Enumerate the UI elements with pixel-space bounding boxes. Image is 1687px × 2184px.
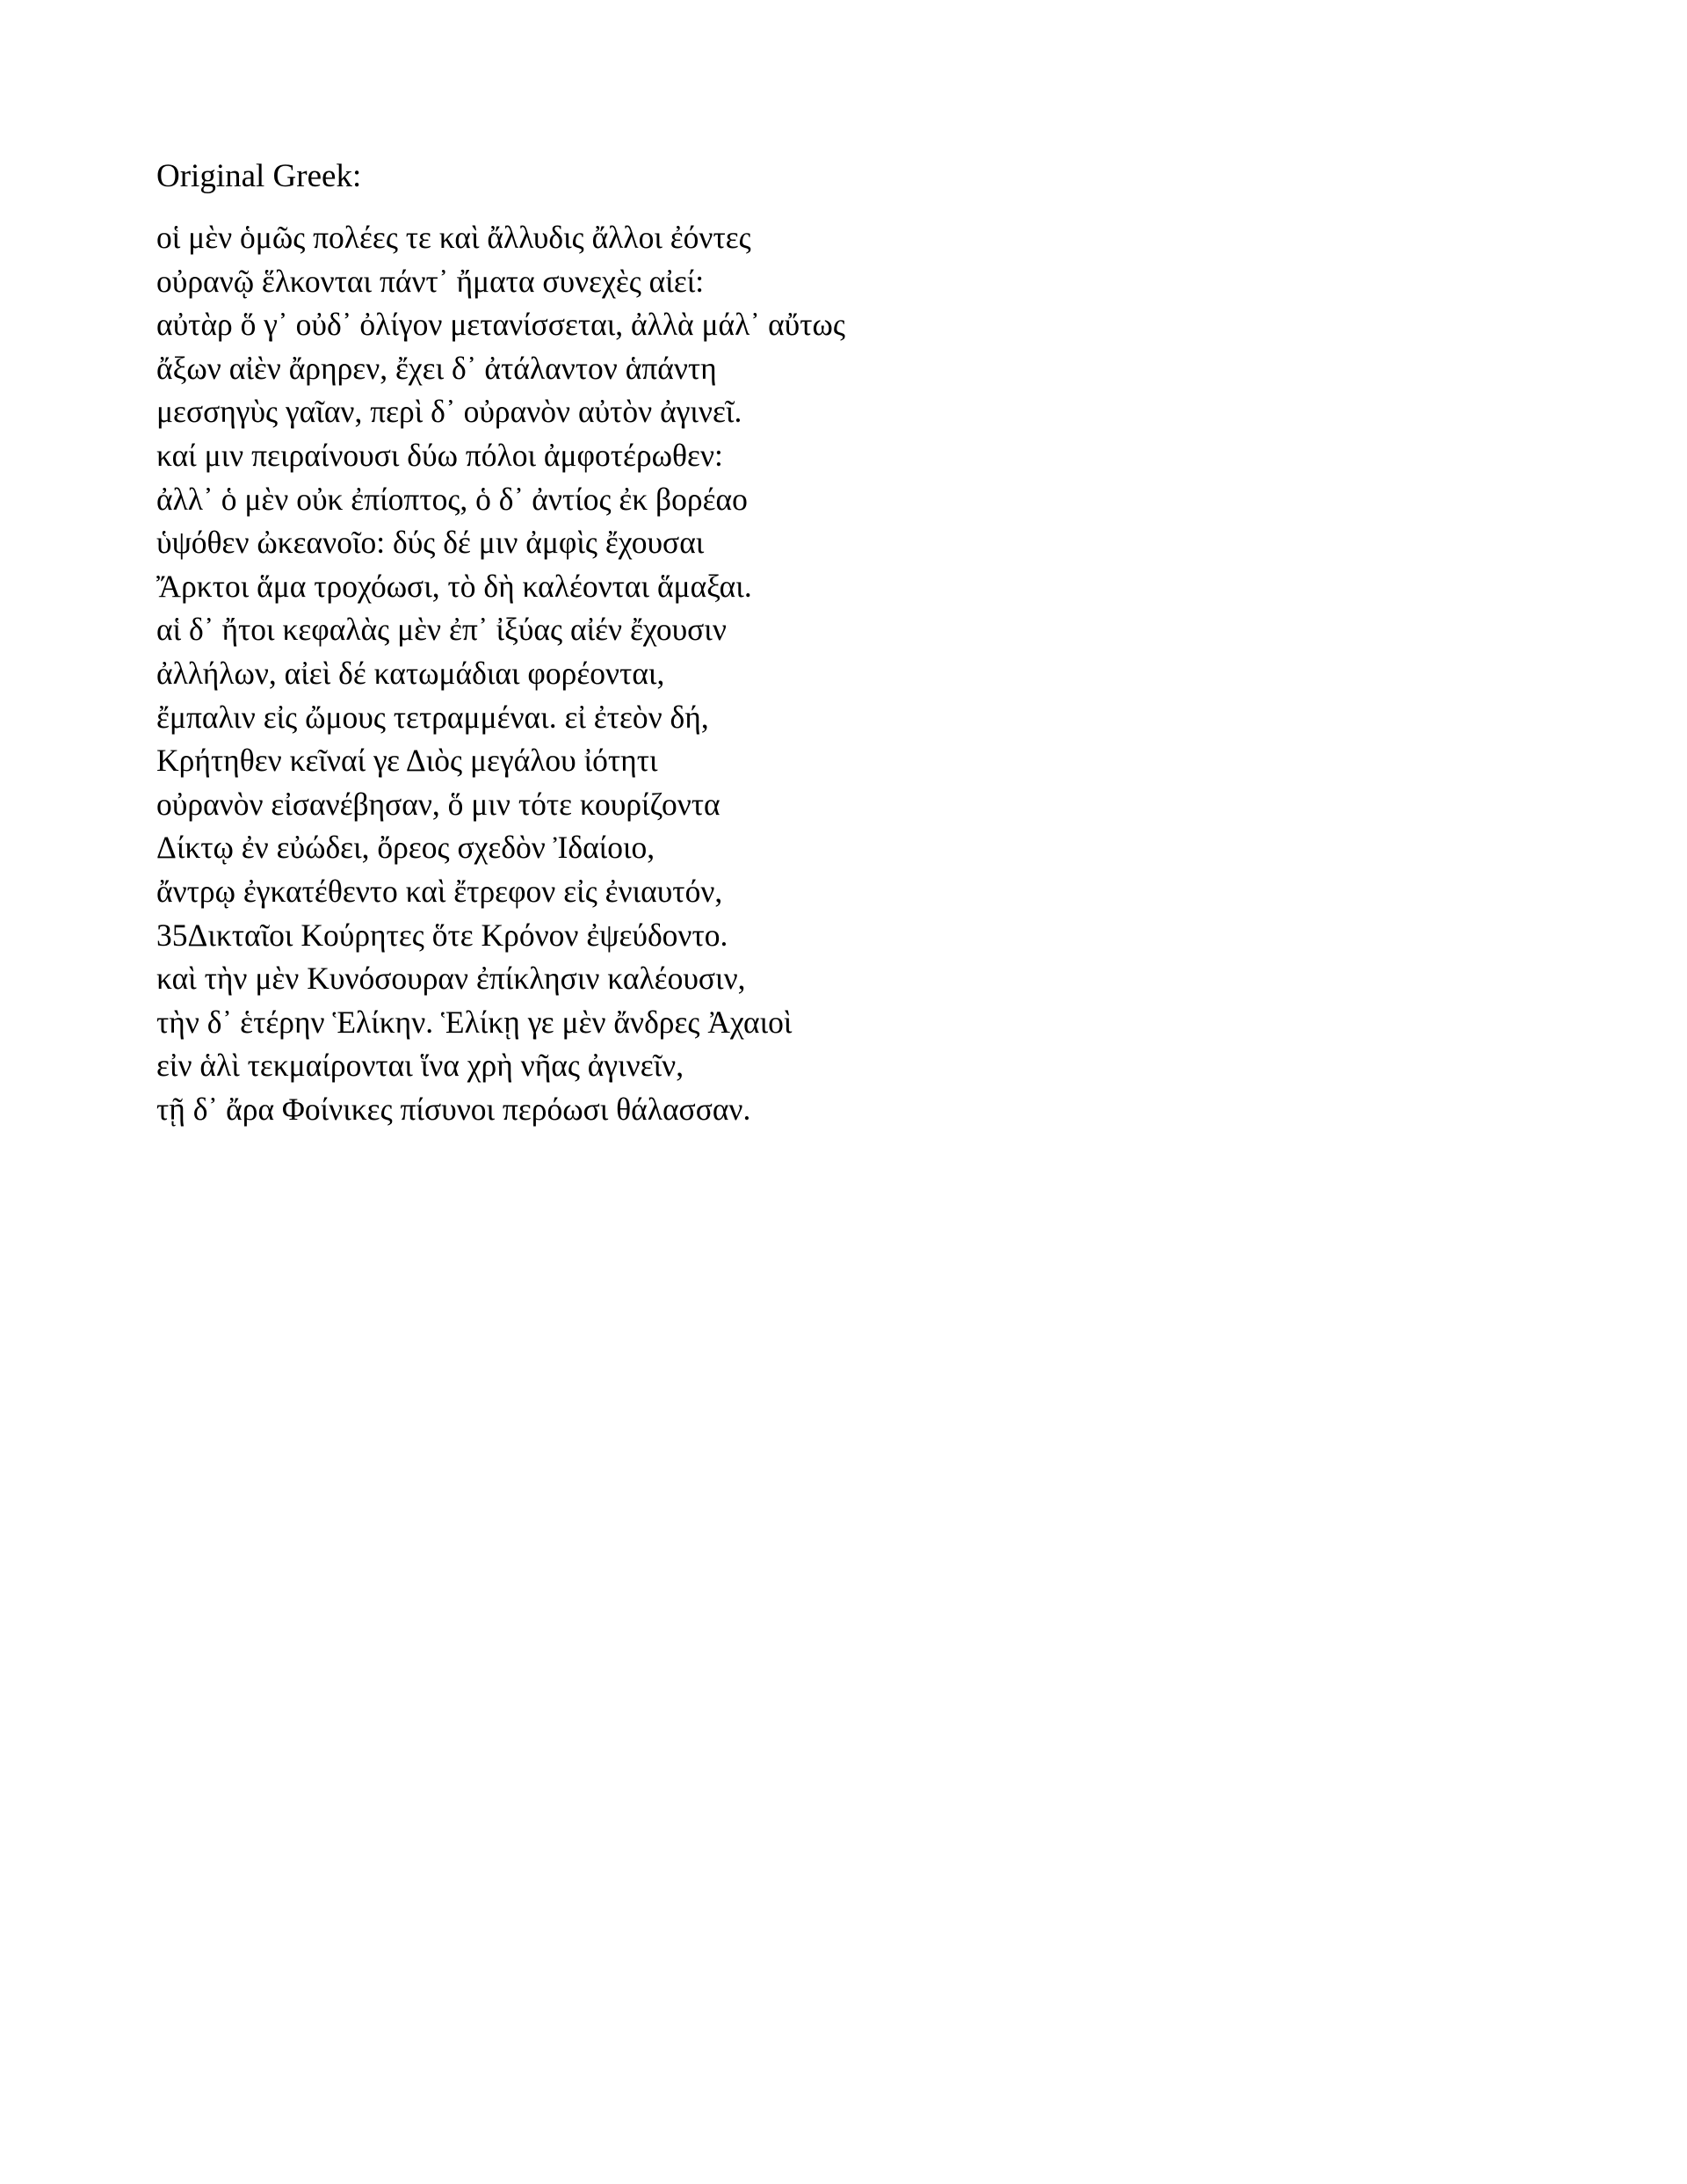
poem-line: μεσσηγὺς γαῖαν, περὶ δ᾽ οὐρανὸν αὐτὸν ἀγινεῖ. bbox=[156, 394, 742, 430]
poem-line: τὴν δ᾽ ἑτέρην Ἑλίκην. Ἑλίκῃ γε μὲν ἄνδρες Ἀχαιοὶ bbox=[156, 1004, 793, 1040]
greek-poem bbox=[156, 216, 1387, 1131]
poem-line: ἀλλ᾽ ὁ μὲν οὐκ ἐπίοπτος, ὁ δ᾽ ἀντίος ἐκ βορέαο bbox=[156, 481, 748, 517]
poem-line: 35Δικταῖοι Κούρητες ὅτε Κρόνον ἐψεύδοντο. bbox=[156, 917, 728, 953]
poem-line: αὐτὰρ ὅ γ᾽ οὐδ᾽ ὀλίγον μετανίσσεται, ἀλλὰ μάλ᾽ αὔτως bbox=[156, 307, 845, 343]
poem-line: οὐρανῷ ἕλκονται πάντ᾽ ἤματα συνεχὲς αἰεί: bbox=[156, 263, 705, 299]
poem-line: ἀλλήλων, αἰεὶ δέ κατωμάδιαι φορέονται, bbox=[156, 655, 665, 691]
poem-line: ὑψόθεν ὠκεανοῖο: δύς δέ μιν ἀμφὶς ἔχουσαι bbox=[156, 525, 705, 561]
poem-line: Ἄρκτοι ἅμα τροχόωσι, τὸ δὴ καλέονται ἅμαξαι. bbox=[156, 568, 752, 604]
poem-line: καὶ τὴν μὲν Κυνόσουραν ἐπίκλησιν καλέουσιν, bbox=[156, 961, 746, 997]
poem-line: αἱ δ᾽ ἤτοι κεφαλὰς μὲν ἐπ᾽ ἰξύας αἰέν ἔχουσιν bbox=[156, 612, 727, 648]
poem-line: ἔμπαλιν εἰς ὤμους τετραμμέναι. εἰ ἐτεὸν δή, bbox=[156, 699, 709, 735]
poem-line: τῇ δ᾽ ἄρα Φοίνικες πίσυνοι περόωσι θάλασσαν. bbox=[156, 1091, 751, 1127]
document-page bbox=[156, 155, 1387, 1131]
poem-line: εἰν ἁλὶ τεκμαίρονται ἵνα χρὴ νῆας ἀγινεῖν, bbox=[156, 1048, 684, 1084]
poem-line: ἄντρῳ ἐγκατέθεντο καὶ ἔτρεφον εἰς ἐνιαυτόν, bbox=[156, 873, 723, 909]
poem-line: ἄξων αἰὲν ἄρηρεν, ἔχει δ᾽ ἀτάλαντον ἁπάντη bbox=[156, 350, 717, 386]
poem-line: Κρήτηθεν κεῖναί γε Διὸς μεγάλου ἰότητι bbox=[156, 743, 658, 779]
poem-line: Δίκτῳ ἐν εὐώδει, ὄρεος σχεδὸν Ἰδαίοιο, bbox=[156, 830, 655, 866]
section-heading: Original Greek: bbox=[156, 158, 362, 194]
poem-line: οἱ μὲν ὁμῶς πολέες τε καὶ ἄλλυδις ἄλλοι ἐόντες bbox=[156, 220, 751, 255]
poem-line: οὐρανὸν εἰσανέβησαν, ὅ μιν τότε κουρίζοντα bbox=[156, 786, 720, 822]
poem-line: καί μιν πειραίνουσι δύω πόλοι ἀμφοτέρωθεν: bbox=[156, 437, 723, 473]
